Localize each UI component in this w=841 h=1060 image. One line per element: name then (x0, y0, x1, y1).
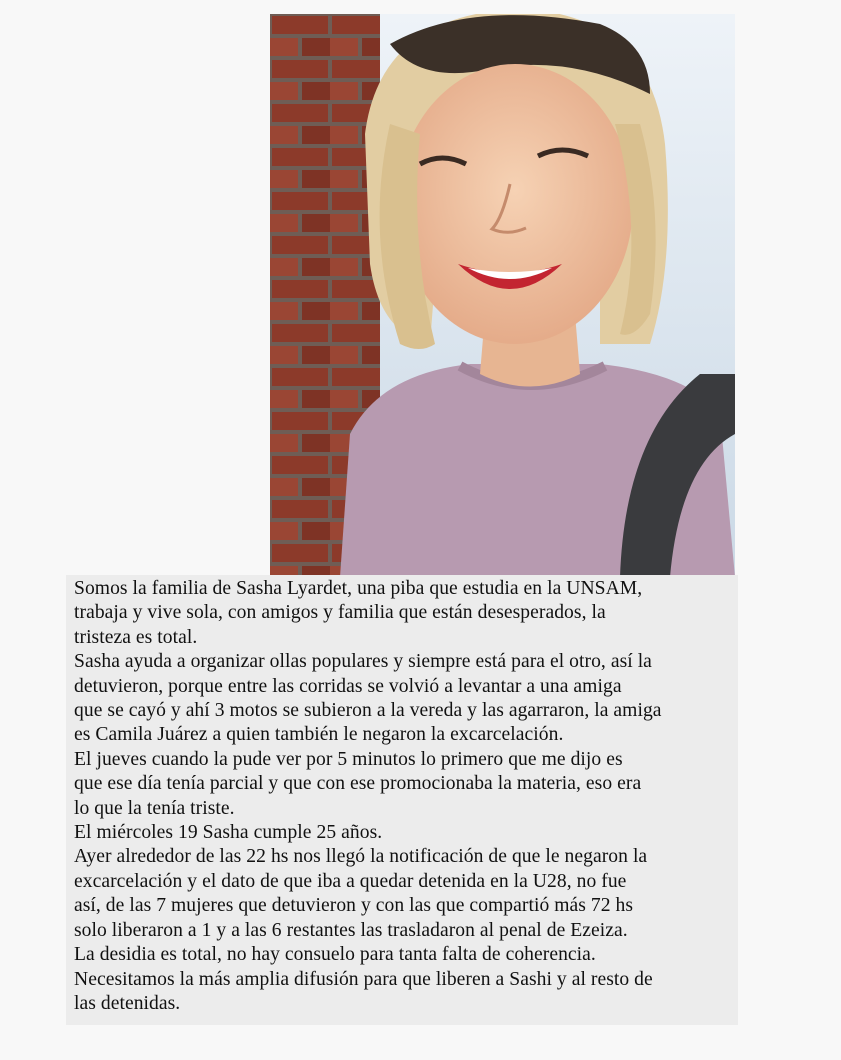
post-text-line: que se cayó y ahí 3 motos se subieron a la vereda y las agarraron, la amiga (74, 700, 662, 722)
post-text-line: Somos la familia de Sasha Lyardet, una piba que estudia en la UNSAM, (74, 578, 643, 599)
portrait-photo-icon (270, 14, 735, 577)
post-text-line: es Camila Juárez a quien también le negaron la excarcelación. (74, 724, 564, 746)
post-text-line: trabaja y vive sola, con amigos y familia que están desesperados, la (74, 602, 606, 624)
post-text-line: La desidia es total, no hay consuelo para tanta falta de coherencia. (74, 944, 596, 966)
post-text-line: lo que la tenía triste. (74, 797, 235, 819)
portrait-photo (270, 14, 735, 577)
post-text-line: así, de las 7 mujeres que detuvieron y con las que compartió más 72 hs (74, 895, 634, 917)
post-text-line: solo liberaron a 1 y a las 6 restantes las trasladaron al penal de Ezeiza. (74, 919, 628, 941)
post-text-line: El jueves cuando la pude ver por 5 minutos lo primero que me dijo es (74, 748, 623, 770)
post-text-line: Necesitamos la más amplia difusión para que liberen a Sashi y al resto de (74, 968, 653, 990)
post-text-line: Ayer alrededor de las 22 hs nos llegó la notificación de que le negaron la (74, 846, 648, 868)
post-text-line: detuvieron, porque entre las corridas se volvió a levantar a una amiga (74, 675, 622, 697)
post-text-line: tristeza es total. (74, 626, 198, 648)
post-text-line: las detenidas. (74, 992, 181, 1014)
post-text-line: El miércoles 19 Sasha cumple 25 años. (74, 822, 383, 844)
post-text (66, 575, 738, 1025)
post-text-line: que ese día tenía parcial y que con ese promocionaba la materia, eso era (74, 773, 642, 795)
post-text-line: Sasha ayuda a organizar ollas populares y siempre está para el otro, así la (74, 651, 652, 673)
post-text-line: excarcelación y el dato de que iba a quedar detenida en la U28, no fue (74, 870, 627, 892)
